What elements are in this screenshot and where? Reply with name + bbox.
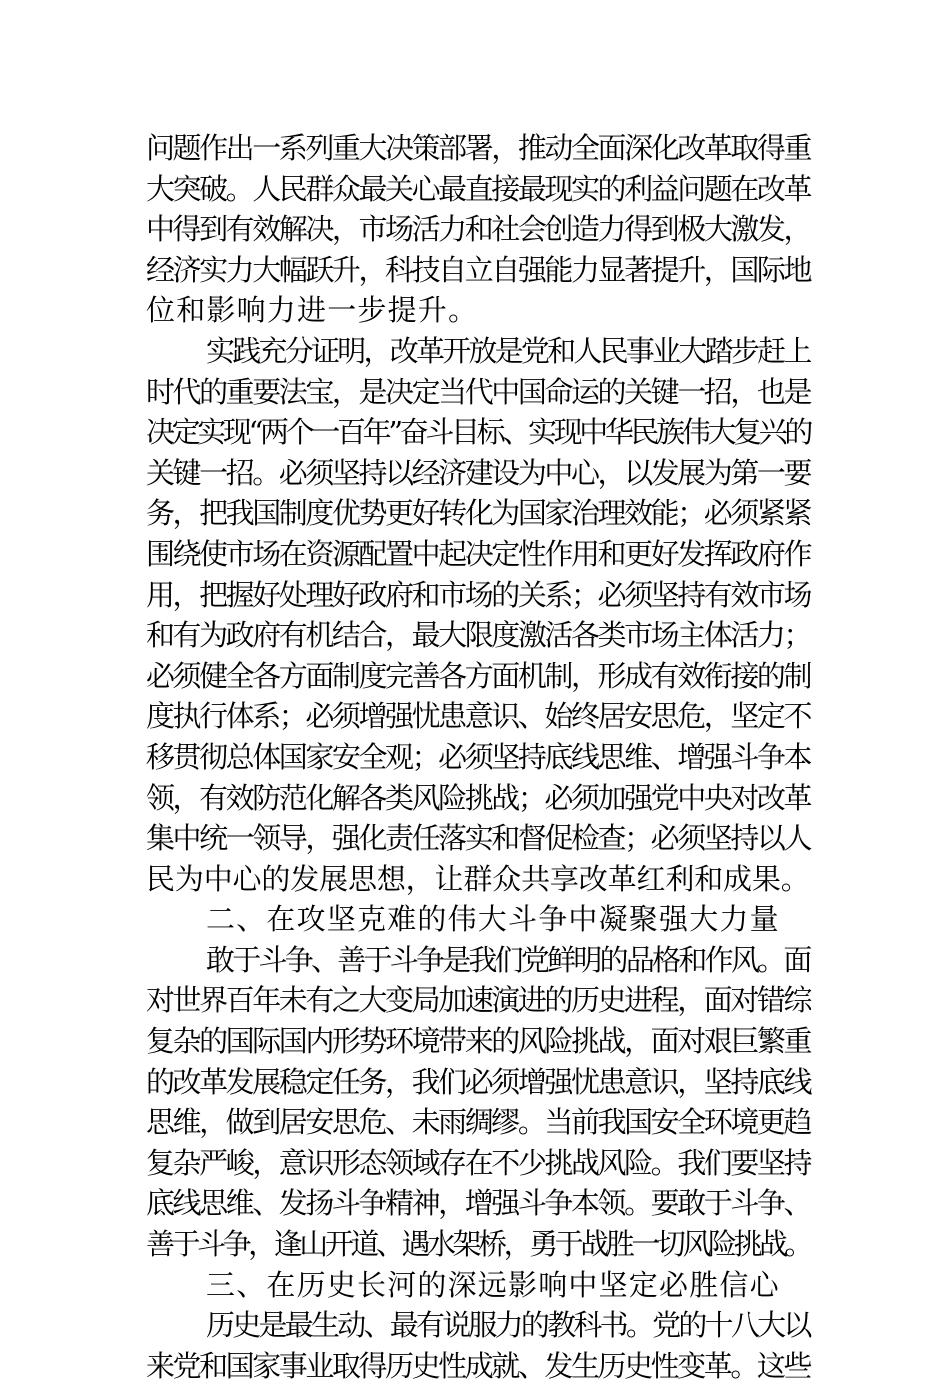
text-line: 历史是最生动、最有说服力的教科书。党的十八大以 <box>206 1308 810 1343</box>
text-line: 二、在攻坚克难的伟大斗争中凝聚强大力量 <box>206 902 780 937</box>
text-line: 用，把握好处理好政府和市场的关系；必须坚持有效市场 <box>146 577 811 612</box>
document-body <box>146 128 810 1386</box>
text-line: 来党和国家事业取得历史性成就、发生历史性变革。这些 <box>146 1348 811 1383</box>
text-line: 三、在历史长河的深远影响中坚定必胜信心 <box>206 1267 780 1302</box>
text-line: 大突破。人民群众最关心最直接最现实的利益问题在改革 <box>146 171 811 206</box>
text-line: 思维，做到居安思危、未雨绸缪。当前我国安全环境更趋 <box>146 1105 811 1140</box>
text-line: 决定实现“两个一百年”奋斗目标、实现中华民族伟大复兴的 <box>146 415 811 450</box>
text-line: 实践充分证明，改革开放是党和人民事业大踏步赶上 <box>206 333 810 368</box>
text-line: 务，把我国制度优势更好转化为国家治理效能；必须紧紧 <box>146 496 811 531</box>
text-line: 关键一招。必须坚持以经济建设为中心，以发展为第一要 <box>146 455 811 490</box>
text-line: 和有为政府有机结合，最大限度激活各类市场主体活力； <box>146 618 811 653</box>
text-line: 的改革发展稳定任务，我们必须增强忧患意识，坚持底线 <box>146 1064 811 1099</box>
text-line: 中得到有效解决，市场活力和社会创造力得到极大激发， <box>146 212 811 247</box>
text-line: 善于斗争，逢山开道、遇水架桥，勇于战胜一切风险挑战。 <box>146 1227 811 1262</box>
text-line: 必须健全各方面制度完善各方面机制，形成有效衔接的制 <box>146 658 811 693</box>
text-line: 民为中心的发展思想，让群众共享改革红利和成果。 <box>146 861 810 896</box>
text-line: 经济实力大幅跃升，科技自立自强能力显著提升，国际地 <box>146 252 811 287</box>
text-line: 敢于斗争、善于斗争是我们党鲜明的品格和作风。面 <box>206 942 810 977</box>
text-line: 对世界百年未有之大变局加速演进的历史进程，面对错综 <box>146 983 811 1018</box>
text-line: 底线思维、发扬斗争精神，增强斗争本领。要敢于斗争、 <box>146 1186 811 1221</box>
text-line: 领，有效防范化解各类风险挑战；必须加强党中央对改革 <box>146 780 811 815</box>
text-line: 移贯彻总体国家安全观；必须坚持底线思维、增强斗争本 <box>146 739 811 774</box>
text-line: 度执行体系；必须增强忧患意识、始终居安思危，坚定不 <box>146 699 811 734</box>
text-line: 位和影响力进一步提升。 <box>146 293 479 328</box>
text-line: 集中统一领导，强化责任落实和督促检查；必须坚持以人 <box>146 821 811 856</box>
text-line: 问题作出一系列重大决策部署，推动全面深化改革取得重 <box>146 131 811 165</box>
text-line: 围绕使市场在资源配置中起决定性作用和更好发挥政府作 <box>146 536 811 571</box>
text-line: 复杂的国际国内形势环境带来的风险挑战，面对艰巨繁重 <box>146 1024 811 1059</box>
text-line: 时代的重要法宝，是决定当代中国命运的关键一招，也是 <box>146 374 811 409</box>
text-line: 复杂严峻，意识形态领域存在不少挑战风险。我们要坚持 <box>146 1145 811 1180</box>
